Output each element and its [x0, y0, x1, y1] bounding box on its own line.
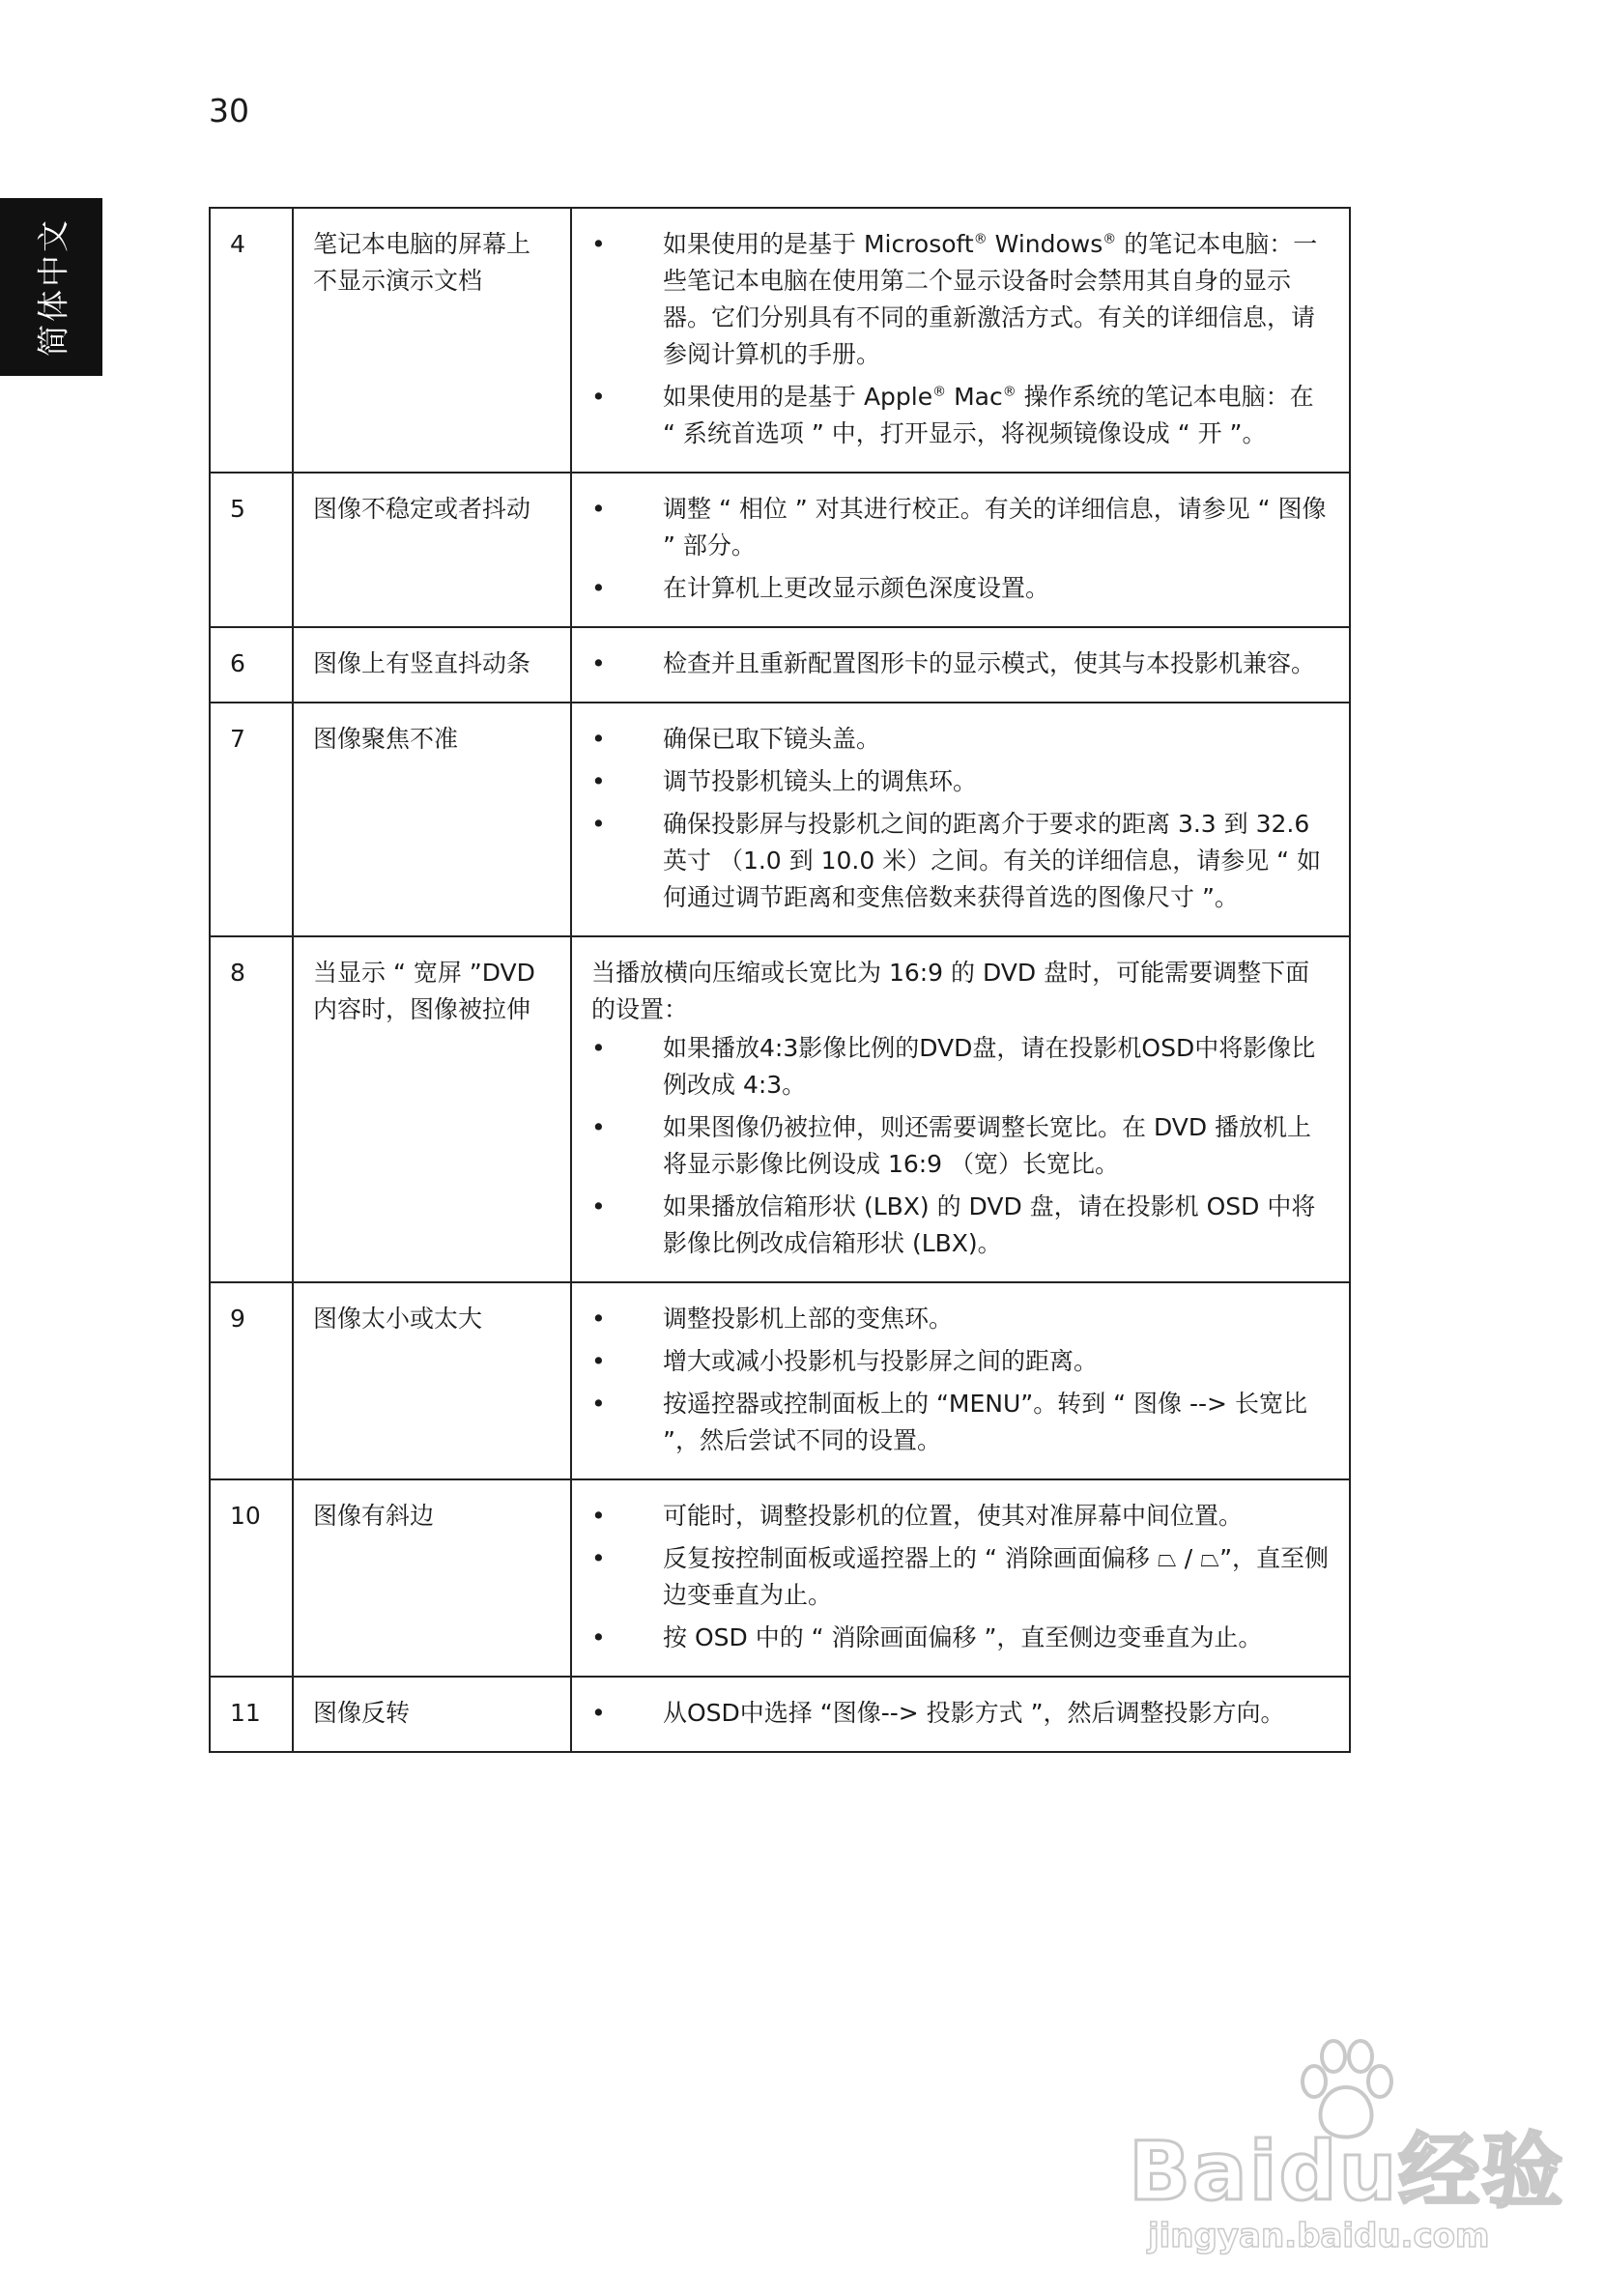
table-row: [210, 473, 1350, 627]
list-item: • 检查并且重新配置图形卡的显示模式，使其与本投影机兼容。: [591, 646, 1330, 682]
row-number: 7: [210, 703, 293, 936]
baidu-jingyan-watermark: [1129, 2037, 1565, 2269]
row-number: 9: [210, 1282, 293, 1479]
row-number: 6: [210, 627, 293, 703]
list-item: • 调整投影机上部的变焦环。: [591, 1301, 1330, 1337]
solution-cell: [571, 936, 1350, 1282]
problem-text: 笔记本电脑的屏幕上不显示演示文档: [293, 208, 571, 473]
solution-list: [591, 1695, 1330, 1732]
list-item: • 按 OSD 中的 “ 消除画面偏移 ”，直至侧边变垂直为止。: [591, 1620, 1330, 1656]
watermark-logo-text: Baidu经验: [1129, 2124, 1565, 2219]
solution-intro: 当播放横向压缩或长宽比为 16:9 的 DVD 盘时，可能需要调整下面的设置：: [591, 959, 1310, 1023]
table-row: [210, 703, 1350, 936]
solution-list: [591, 721, 1330, 916]
problem-text: 图像反转: [293, 1677, 571, 1752]
list-item: • 在计算机上更改显示颜色深度设置。: [591, 570, 1330, 607]
row-number: 5: [210, 473, 293, 627]
solution-cell: [571, 627, 1350, 703]
list-item: • 确保投影屏与投影机之间的距离介于要求的距离 3.3 到 32.6 英寸 （1.0 到 10.0 米）之间。有关的详细信息，请参见 “ 如何通过调节距离和变焦倍数来获得首选的图像尺寸 ”。: [591, 806, 1330, 916]
list-item: • 可能时，调整投影机的位置，使其对准屏幕中间位置。: [591, 1498, 1330, 1535]
solution-cell: [571, 473, 1350, 627]
list-item: • 按遥控器或控制面板上的 “MENU”。转到 “ 图像 --> 长宽比 ”，然后尝试不同的设置。: [591, 1386, 1330, 1459]
problem-text: 图像聚焦不准: [293, 703, 571, 936]
list-item: • 调节投影机镜头上的调焦环。: [591, 763, 1330, 800]
table-row: [210, 208, 1350, 473]
list-item: • 从OSD中选择 “图像--> 投影方式 ”，然后调整投影方向。: [591, 1695, 1330, 1732]
problem-text: 图像上有竖直抖动条: [293, 627, 571, 703]
list-item: • 反复按控制面板或遥控器上的 “ 消除画面偏移 ⏢ / ⏢”，直至侧边变垂直为止。: [591, 1540, 1330, 1614]
solution-cell: [571, 208, 1350, 473]
troubleshooting-table: [209, 207, 1351, 1753]
solution-list: [591, 1301, 1330, 1459]
side-tab-label: 简体中文: [34, 217, 72, 357]
solution-list: [591, 226, 1330, 452]
list-item: • 确保已取下镜头盖。: [591, 721, 1330, 758]
page-number: 30: [209, 92, 249, 129]
list-item: • 如果播放信箱形状 (LBX) 的 DVD 盘，请在投影机 OSD 中将影像比例改成信箱形状 (LBX)。: [591, 1189, 1330, 1262]
solution-list: [591, 646, 1330, 682]
solution-list: [591, 1030, 1330, 1262]
table-row: [210, 627, 1350, 703]
language-side-tab: [0, 198, 102, 376]
row-number: 4: [210, 208, 293, 473]
table-row: [210, 936, 1350, 1282]
watermark-url: jingyan.baidu.com: [1148, 2217, 1490, 2255]
list-item: • 增大或减小投影机与投影屏之间的距离。: [591, 1343, 1330, 1380]
solution-cell: [571, 1479, 1350, 1677]
problem-text: 当显示 “ 宽屏 ”DVD 内容时，图像被拉伸: [293, 936, 571, 1282]
list-item: • 如果使用的是基于 Apple® Mac® 操作系统的笔记本电脑：在 “ 系统首选项 ” 中，打开显示，将视频镜像设成 “ 开 ”。: [591, 379, 1330, 452]
list-item: • 调整 “ 相位 ” 对其进行校正。有关的详细信息，请参见 “ 图像 ” 部分。: [591, 491, 1330, 564]
table-row: [210, 1282, 1350, 1479]
list-item: • 如果图像仍被拉伸，则还需要调整长宽比。在 DVD 播放机上将显示影像比例设成 16:9 （宽）长宽比。: [591, 1109, 1330, 1183]
row-number: 10: [210, 1479, 293, 1677]
solution-list: [591, 491, 1330, 607]
problem-text: 图像有斜边: [293, 1479, 571, 1677]
table-row: [210, 1479, 1350, 1677]
solution-cell: [571, 1282, 1350, 1479]
problem-text: 图像不稳定或者抖动: [293, 473, 571, 627]
list-item: • 如果播放4:3影像比例的DVD盘，请在投影机OSD中将影像比例改成 4:3。: [591, 1030, 1330, 1104]
solution-cell: [571, 703, 1350, 936]
row-number: 11: [210, 1677, 293, 1752]
solution-list: [591, 1498, 1330, 1656]
solution-cell: [571, 1677, 1350, 1752]
list-item: • 如果使用的是基于 Microsoft® Windows® 的笔记本电脑：一些笔记本电脑在使用第二个显示设备时会禁用其自身的显示器。它们分别具有不同的重新激活方式。有关的详细信息，请参阅计算机的手册。: [591, 226, 1330, 373]
row-number: 8: [210, 936, 293, 1282]
table-row: [210, 1677, 1350, 1752]
problem-text: 图像太小或太大: [293, 1282, 571, 1479]
